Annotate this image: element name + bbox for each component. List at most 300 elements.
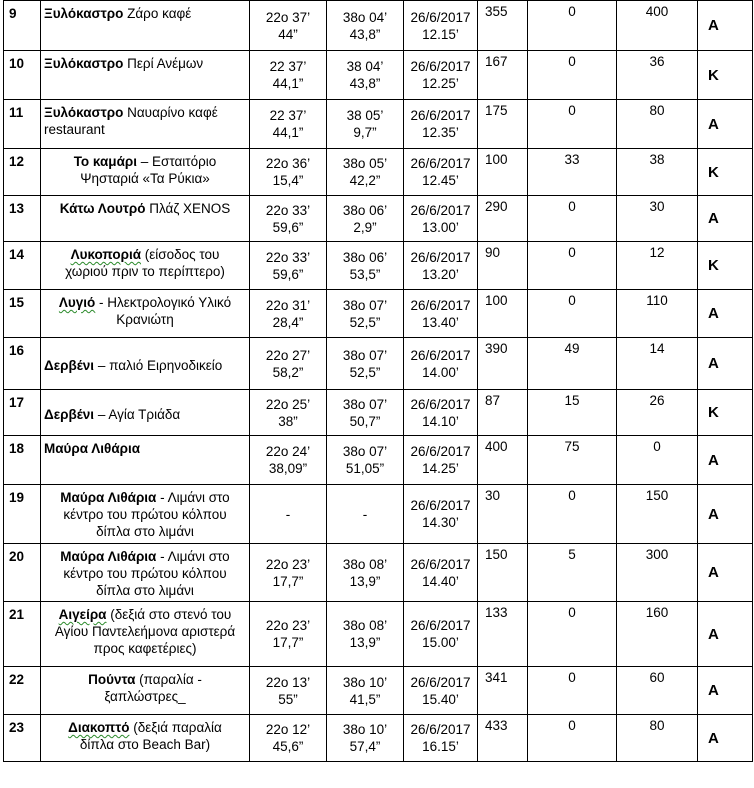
value-3-cell xyxy=(617,544,698,602)
time-text: 14.30’ xyxy=(422,515,459,530)
latitude-deg: 38ο 06’ xyxy=(342,249,388,265)
date-text: 26/6/2017 xyxy=(410,9,471,25)
location-cell xyxy=(41,436,250,485)
location-detail-line2: restaurant xyxy=(44,122,105,137)
value-2-cell xyxy=(528,390,617,436)
time-text: 13.20’ xyxy=(422,266,459,282)
value-2-cell xyxy=(528,602,617,667)
longitude-cell xyxy=(250,436,327,485)
value-2-cell xyxy=(528,544,617,602)
class-letter: A xyxy=(708,17,719,34)
row-number-text: 15 xyxy=(9,295,25,310)
location-name: Το καμάρι xyxy=(73,154,137,169)
value-2: 0 xyxy=(568,199,576,214)
longitude-deg: 22ο 36’ xyxy=(265,156,311,171)
class-letter: A xyxy=(708,505,719,523)
value-3: 160 xyxy=(645,605,669,620)
latitude-sec: 57,4” xyxy=(349,739,381,754)
row-number-text: 21 xyxy=(9,607,25,622)
row-number xyxy=(4,390,41,436)
date-text: 26/6/2017 xyxy=(410,674,471,690)
value-3-cell xyxy=(617,485,698,544)
value-2: 49 xyxy=(564,341,580,356)
date-text: 26/6/2017 xyxy=(410,59,471,74)
location-cell xyxy=(41,602,250,667)
value-1: 87 xyxy=(485,393,501,408)
value-3-cell xyxy=(617,715,698,762)
row-number xyxy=(4,242,41,290)
row-number-text: 18 xyxy=(9,441,25,456)
value-1: 90 xyxy=(485,245,501,260)
latitude-sec: 50,7” xyxy=(349,413,381,429)
value-3-cell xyxy=(617,51,698,100)
location-name: Πούντα xyxy=(88,672,136,687)
time-text: 15.40’ xyxy=(422,691,459,707)
latitude-deg: 38ο 07’ xyxy=(342,396,388,412)
value-1-cell xyxy=(478,667,528,715)
table-row xyxy=(4,338,753,390)
longitude-deg: 22ο 31’ xyxy=(265,297,311,313)
longitude-deg: 22ο 24’ xyxy=(265,444,311,459)
latitude-deg: 38ο 07’ xyxy=(342,297,388,313)
location-name: Δερβένι xyxy=(44,358,95,373)
longitude-sec: 59,6” xyxy=(272,266,304,282)
value-1-cell xyxy=(478,51,528,100)
location-detail: Ναυαρίνο καφέ xyxy=(123,105,218,120)
datetime-cell xyxy=(404,196,478,242)
class-letter: A xyxy=(708,305,719,322)
longitude-deg: 22ο 27’ xyxy=(265,347,311,363)
longitude-deg: 22ο 37’ xyxy=(265,9,311,25)
time-text: 14.00’ xyxy=(422,364,459,380)
class-cell xyxy=(698,544,753,602)
class-letter: A xyxy=(708,210,719,227)
latitude-cell xyxy=(327,485,404,544)
value-2: 0 xyxy=(568,4,576,19)
row-number xyxy=(4,602,41,667)
class-letter: A xyxy=(708,682,719,699)
longitude-sec: 17,7” xyxy=(272,573,304,589)
value-1: 390 xyxy=(485,341,508,356)
value-3: 38 xyxy=(649,152,665,167)
time-text: 13.00’ xyxy=(422,219,459,235)
time-text: 14.25’ xyxy=(422,461,459,476)
time-text: 14.10’ xyxy=(422,413,459,429)
row-number-text: 17 xyxy=(9,395,25,410)
datetime-cell xyxy=(404,290,478,338)
location-name: Κάτω Λουτρό xyxy=(59,201,146,216)
location-detail: (παραλία - xyxy=(135,672,202,687)
time-text: 12.15’ xyxy=(422,26,459,42)
date-text: 26/6/2017 xyxy=(410,618,471,633)
value-3: 30 xyxy=(649,199,665,214)
date-text: 26/6/2017 xyxy=(410,108,471,123)
table-row xyxy=(4,390,753,436)
longitude-deg: - xyxy=(285,506,291,522)
location-detail-line3: προς καφετέριες) xyxy=(93,641,197,656)
row-number xyxy=(4,100,41,149)
table-row xyxy=(4,51,753,100)
value-2: 0 xyxy=(568,293,576,308)
value-1-cell xyxy=(478,242,528,290)
value-3: 110 xyxy=(646,293,668,308)
longitude-cell xyxy=(250,290,327,338)
value-2-cell xyxy=(528,196,617,242)
class-letter: A xyxy=(708,729,719,747)
longitude-cell xyxy=(250,196,327,242)
longitude-cell xyxy=(250,51,327,100)
location-detail-line2: κέντρο του πρώτου κόλπου xyxy=(63,566,227,581)
location-detail: (είσοδος του xyxy=(141,247,220,262)
value-2: 0 xyxy=(568,718,576,733)
class-letter: A xyxy=(708,355,719,372)
table-row xyxy=(4,149,753,196)
datetime-cell xyxy=(404,667,478,715)
longitude-cell xyxy=(250,667,327,715)
class-cell xyxy=(698,1,753,51)
longitude-sec: 44,1” xyxy=(272,125,304,140)
location-cell xyxy=(41,485,250,544)
longitude-sec: 15,4” xyxy=(272,173,304,188)
longitude-deg: 22ο 23’ xyxy=(265,556,311,572)
location-name: Δερβένι xyxy=(44,407,95,422)
value-1: 400 xyxy=(485,439,508,454)
location-detail-line2: χωριού πριν το περίπτερο) xyxy=(65,264,225,279)
class-letter: K xyxy=(708,404,719,421)
row-number xyxy=(4,715,41,762)
value-3: 0 xyxy=(653,439,661,454)
table-row xyxy=(4,602,753,667)
row-number xyxy=(4,196,41,242)
value-3: 80 xyxy=(649,718,665,733)
value-1: 100 xyxy=(485,152,508,167)
date-text: 26/6/2017 xyxy=(410,156,471,171)
value-2-cell xyxy=(528,485,617,544)
location-detail: - Λιμάνι στο xyxy=(156,490,230,505)
date-text: 26/6/2017 xyxy=(410,556,471,572)
class-cell xyxy=(698,149,753,196)
latitude-cell xyxy=(327,149,404,196)
class-letter: A xyxy=(708,451,719,469)
table-row xyxy=(4,290,753,338)
location-detail-line2: Κρανιώτη xyxy=(116,312,174,327)
latitude-deg: 38 05’ xyxy=(346,108,384,123)
row-number-text: 22 xyxy=(9,672,25,687)
longitude-cell xyxy=(250,544,327,602)
latitude-sec: 53,5” xyxy=(349,266,381,282)
value-1-cell xyxy=(478,544,528,602)
class-cell xyxy=(698,100,753,149)
value-1-cell xyxy=(478,290,528,338)
location-detail: – Αγία Τριάδα xyxy=(94,407,181,422)
value-3: 300 xyxy=(645,547,669,562)
value-2: 0 xyxy=(568,605,576,620)
latitude-cell xyxy=(327,242,404,290)
latitude-cell xyxy=(327,196,404,242)
table-row xyxy=(4,1,753,51)
longitude-deg: 22 37’ xyxy=(269,59,307,74)
class-letter: K xyxy=(708,257,719,274)
latitude-cell xyxy=(327,1,404,51)
latitude-sec: 41,5” xyxy=(349,691,381,707)
row-number-text: 23 xyxy=(9,720,25,735)
location-cell xyxy=(41,242,250,290)
location-detail-line2: κέντρο του πρώτου κόλπου xyxy=(63,507,227,522)
value-2: 0 xyxy=(568,488,576,503)
time-text: 12.25’ xyxy=(422,76,459,91)
value-2: 0 xyxy=(568,670,576,685)
class-letter: A xyxy=(708,564,719,581)
table-row xyxy=(4,544,753,602)
latitude-sec: 9,7” xyxy=(353,125,377,140)
row-number-text: 12 xyxy=(9,154,25,169)
time-text: 12.35’ xyxy=(422,125,459,140)
value-1: 341 xyxy=(485,670,508,685)
latitude-cell xyxy=(327,667,404,715)
table-row xyxy=(4,485,753,544)
longitude-deg: 22ο 25’ xyxy=(265,396,311,412)
datetime-cell xyxy=(404,1,478,51)
location-name: Λυκοποριά xyxy=(70,247,141,262)
date-text: 26/6/2017 xyxy=(410,444,471,459)
location-cell xyxy=(41,338,250,390)
class-letter: K xyxy=(708,163,719,181)
latitude-deg: 38ο 08’ xyxy=(342,556,388,572)
date-text: 26/6/2017 xyxy=(410,202,471,218)
row-number-text: 11 xyxy=(9,105,24,120)
row-number xyxy=(4,149,41,196)
value-3: 14 xyxy=(649,341,665,356)
latitude-cell xyxy=(327,100,404,149)
location-detail: – παλιό Ειρηνοδικείο xyxy=(94,358,223,373)
date-text: 26/6/2017 xyxy=(410,396,471,412)
location-name: Λυγιό xyxy=(58,295,96,310)
location-detail: – Εσταιτόριο xyxy=(136,154,217,169)
location-detail: Ζάρο καφέ xyxy=(123,6,192,21)
value-1-cell xyxy=(478,149,528,196)
location-detail-line2: δίπλα στο Beach Bar) xyxy=(79,737,211,752)
latitude-deg: 38ο 05’ xyxy=(342,156,388,171)
location-cell xyxy=(41,667,250,715)
value-2: 0 xyxy=(568,245,576,260)
latitude-deg: 38ο 10’ xyxy=(342,722,388,737)
value-1: 150 xyxy=(485,547,508,562)
row-number-text: 14 xyxy=(9,247,25,262)
value-1-cell xyxy=(478,100,528,149)
value-3-cell xyxy=(617,338,698,390)
row-number-text: 20 xyxy=(9,549,25,564)
value-1-cell xyxy=(478,485,528,544)
table-row xyxy=(4,436,753,485)
value-3-cell xyxy=(617,436,698,485)
value-1: 290 xyxy=(485,199,508,214)
row-number xyxy=(4,1,41,51)
row-number xyxy=(4,544,41,602)
location-cell xyxy=(41,1,250,51)
datetime-cell xyxy=(404,436,478,485)
longitude-sec: 38,09” xyxy=(268,461,308,476)
latitude-sec: 13,9” xyxy=(349,635,381,650)
longitude-deg: 22 37’ xyxy=(269,108,307,123)
class-letter: A xyxy=(708,115,719,133)
value-2-cell xyxy=(528,436,617,485)
datetime-cell xyxy=(404,338,478,390)
row-number-text: 13 xyxy=(9,201,25,216)
value-1-cell xyxy=(478,338,528,390)
value-1: 30 xyxy=(485,488,501,503)
latitude-sec: 2,9” xyxy=(353,219,377,235)
class-cell xyxy=(698,338,753,390)
value-2-cell xyxy=(528,290,617,338)
value-2-cell xyxy=(528,1,617,51)
location-detail-line2: ξαπλώστρες_ xyxy=(104,689,186,704)
longitude-cell xyxy=(250,242,327,290)
latitude-deg: 38 04’ xyxy=(346,59,384,74)
table-row xyxy=(4,196,753,242)
value-2: 33 xyxy=(564,152,580,167)
latitude-cell xyxy=(327,290,404,338)
latitude-cell xyxy=(327,51,404,100)
value-2: 0 xyxy=(568,54,576,69)
datetime-cell xyxy=(404,544,478,602)
longitude-sec: 44” xyxy=(278,26,298,42)
value-1: 355 xyxy=(485,4,508,19)
value-3: 60 xyxy=(649,670,665,685)
longitude-sec: 38” xyxy=(278,413,298,429)
location-cell xyxy=(41,196,250,242)
location-name: Ξυλόκαστρο xyxy=(44,105,124,120)
datetime-cell xyxy=(404,242,478,290)
row-number-text: 9 xyxy=(9,6,17,21)
value-3-cell xyxy=(617,667,698,715)
longitude-sec: 55” xyxy=(278,691,298,707)
longitude-sec: 17,7” xyxy=(272,635,304,650)
value-3-cell xyxy=(617,242,698,290)
longitude-cell xyxy=(250,338,327,390)
latitude-cell xyxy=(327,602,404,667)
value-1-cell xyxy=(478,602,528,667)
latitude-sec: 52,5” xyxy=(349,314,381,330)
location-detail: (δεξιά στο στενό του xyxy=(106,607,232,622)
datetime-cell xyxy=(404,485,478,544)
value-2: 0 xyxy=(568,103,576,118)
value-3-cell xyxy=(617,196,698,242)
location-name: Μαύρα Λιθάρια xyxy=(44,441,141,456)
latitude-sec: 42,2” xyxy=(349,173,381,188)
location-detail: Περί Ανέμων xyxy=(123,56,204,71)
value-3-cell xyxy=(617,149,698,196)
time-text: 15.00’ xyxy=(422,635,459,650)
value-1: 175 xyxy=(485,103,508,118)
class-cell xyxy=(698,436,753,485)
value-2-cell xyxy=(528,715,617,762)
date-text: 26/6/2017 xyxy=(410,297,471,313)
location-cell xyxy=(41,149,250,196)
datetime-cell xyxy=(404,100,478,149)
latitude-cell xyxy=(327,715,404,762)
row-number xyxy=(4,290,41,338)
row-number xyxy=(4,667,41,715)
location-detail: - Ηλεκτρολογικό Υλικό xyxy=(95,295,232,310)
value-3: 26 xyxy=(649,393,665,408)
location-name: Μαύρα Λιθάρια xyxy=(60,490,157,505)
class-cell xyxy=(698,290,753,338)
longitude-deg: 22ο 33’ xyxy=(265,249,311,265)
longitude-deg: 22ο 33’ xyxy=(265,202,311,218)
date-text: 26/6/2017 xyxy=(410,347,471,363)
row-number xyxy=(4,485,41,544)
value-3-cell xyxy=(617,1,698,51)
row-number-text: 16 xyxy=(9,343,25,358)
value-2-cell xyxy=(528,149,617,196)
value-3-cell xyxy=(617,602,698,667)
datetime-cell xyxy=(404,390,478,436)
table-row xyxy=(4,242,753,290)
location-cell xyxy=(41,715,250,762)
value-3-cell xyxy=(617,290,698,338)
longitude-cell xyxy=(250,149,327,196)
table-row xyxy=(4,667,753,715)
latitude-sec: 43,8” xyxy=(349,76,381,91)
class-cell xyxy=(698,51,753,100)
value-1: 167 xyxy=(485,54,508,69)
value-1-cell xyxy=(478,1,528,51)
longitude-cell xyxy=(250,100,327,149)
date-text: 26/6/2017 xyxy=(410,498,471,513)
value-1-cell xyxy=(478,436,528,485)
latitude-deg: 38ο 08’ xyxy=(342,618,388,633)
row-number-text: 19 xyxy=(9,490,25,505)
value-3: 80 xyxy=(649,103,665,118)
class-cell xyxy=(698,242,753,290)
value-2-cell xyxy=(528,338,617,390)
location-detail-line3: δίπλα στο λιμάνι xyxy=(96,524,194,539)
value-2-cell xyxy=(528,51,617,100)
longitude-sec: 45,6” xyxy=(272,739,304,754)
value-1: 133 xyxy=(485,605,508,620)
longitude-sec: 59,6” xyxy=(272,219,304,235)
class-cell xyxy=(698,485,753,544)
date-text: 26/6/2017 xyxy=(410,249,471,265)
location-name: Διακοπτό xyxy=(68,720,130,735)
value-3: 36 xyxy=(649,54,665,69)
value-1-cell xyxy=(478,715,528,762)
latitude-sec: 43,8” xyxy=(349,26,381,42)
latitude-deg: - xyxy=(362,506,368,522)
value-2: 5 xyxy=(568,547,576,562)
class-cell xyxy=(698,602,753,667)
longitude-sec: 44,1” xyxy=(272,76,304,91)
latitude-deg: 38ο 06’ xyxy=(342,202,388,218)
latitude-deg: 38ο 07’ xyxy=(342,347,388,363)
measurement-table xyxy=(3,0,753,762)
location-detail: (δεξιά παραλία xyxy=(129,720,222,735)
table-row xyxy=(4,100,753,149)
value-3-cell xyxy=(617,390,698,436)
latitude-cell xyxy=(327,390,404,436)
row-number-text: 10 xyxy=(9,56,25,71)
latitude-deg: 38ο 07’ xyxy=(342,444,388,459)
time-text: 16.15’ xyxy=(422,739,459,754)
longitude-deg: 22ο 23’ xyxy=(265,618,311,633)
value-1-cell xyxy=(478,390,528,436)
latitude-sec: 13,9” xyxy=(349,573,381,589)
location-name: Ξυλόκαστρο xyxy=(44,6,124,21)
value-3: 150 xyxy=(645,488,669,503)
longitude-cell xyxy=(250,715,327,762)
location-detail: Πλάζ XENOS xyxy=(145,201,231,216)
value-2-cell xyxy=(528,100,617,149)
